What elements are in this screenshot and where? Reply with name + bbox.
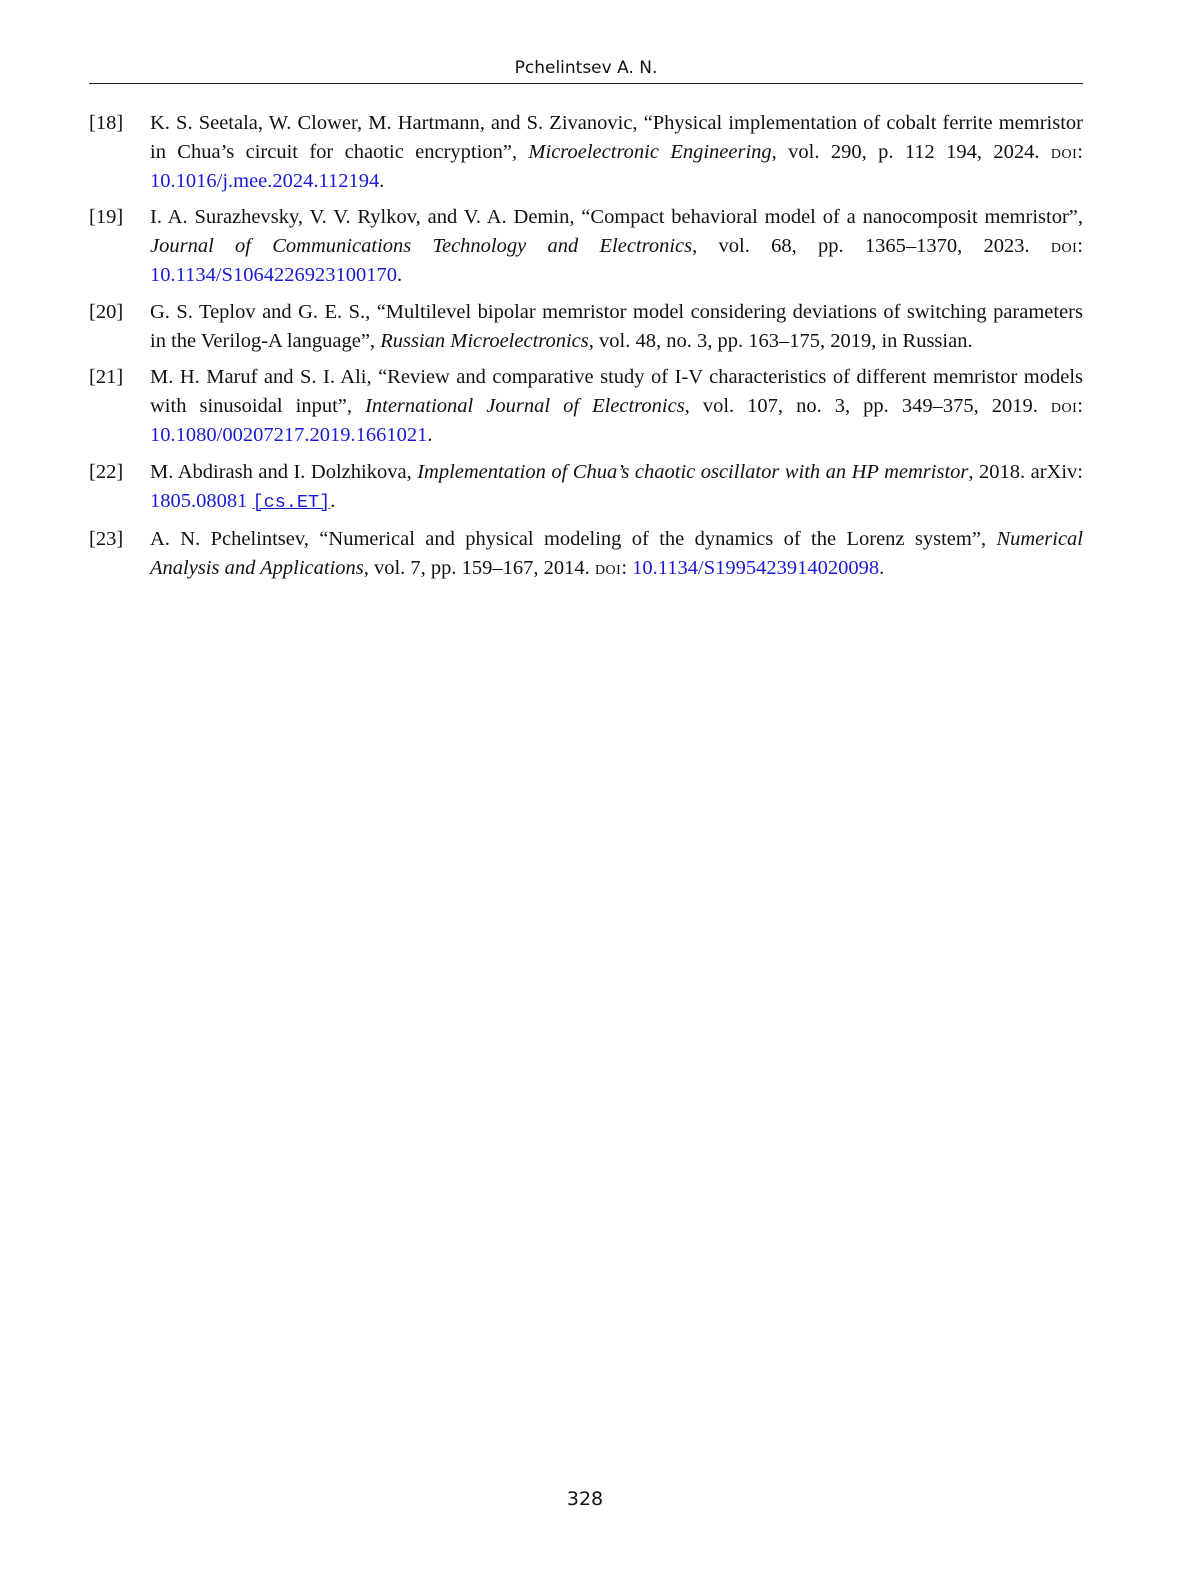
reference-number: [22] <box>89 460 124 483</box>
reference-details: , vol. 290, p. 112 194, 2024. <box>771 140 1051 163</box>
reference-details: , vol. 48, no. 3, pp. 163–175, 2019, in Russian. <box>588 329 973 352</box>
reference-authors-title: A. N. Pchelintsev, “Numerical and physical modeling of the dynamics of the Lorenz system”, <box>150 528 997 551</box>
reference-details: , vol. 7, pp. 159–167, 2014. <box>363 557 595 580</box>
doi-link[interactable]: 10.1016/j.mee.2024.112194 <box>150 169 380 192</box>
reference-item-23 <box>89 525 1083 583</box>
reference-number: [19] <box>89 206 124 229</box>
reference-authors-title: M. Abdirash and I. Dolzhikova, <box>150 460 418 483</box>
reference-authors-title: G. S. Teplov and G. E. S., “Multilevel bipolar memristor model considering deviations of switching parameters in the Verilog-A language”, <box>150 300 1083 352</box>
doi-link[interactable]: 10.1080/00207217.2019.1661021 <box>150 423 428 446</box>
reference-number: [20] <box>89 300 124 323</box>
reference-text: M. Abdirash and I. Dolzhikova, Implementation of Chua’s chaotic oscillator with an HP memristor, 2018. arXiv: 1805.08081 [cs.ET]. <box>150 460 1083 513</box>
reference-item-20 <box>89 298 1083 356</box>
reference-venue: Implementation of Chua’s chaotic oscillator with an HP memristor <box>417 460 969 483</box>
reference-authors-title: M. H. Maruf and S. I. Ali, “Review and comparative study of I-V characteristics of different memristor models with sinusoidal input”, <box>150 366 1083 418</box>
reference-details: , 2018. arXiv: <box>968 460 1083 483</box>
reference-venue: Journal of Communications Technology and Electronics <box>150 235 693 258</box>
reference-venue: International Journal of Electronics <box>365 395 685 418</box>
reference-number: [23] <box>89 528 124 551</box>
doi-label: doi <box>1050 235 1078 258</box>
reference-authors-title: K. S. Seetala, W. Clower, M. Hartmann, and S. Zivanovic, “Physical implementation of cobalt ferrite memristor in Chua’s circuit for chaotic encryption”, <box>150 112 1083 163</box>
reference-details: , vol. 68, pp. 1365–1370, 2023. <box>692 235 1051 258</box>
reference-item-22 <box>89 458 1083 518</box>
arxiv-class-link[interactable]: [cs.ET] <box>252 491 331 513</box>
reference-venue: Numerical Analysis and Applications <box>150 528 1083 580</box>
header-rule <box>89 83 1083 84</box>
reference-text: I. A. Surazhevsky, V. V. Rylkov, and V. A. Demin, “Compact behavioral model of a nanocomposit memristor”, Journal of Communications Technology and Electronics, vol. 68, pp. 1365–1370, 2023. doi: 10.1134/S1064226923100170. <box>150 206 1083 286</box>
doi-label: doi <box>1050 140 1078 163</box>
reference-number: [21] <box>89 366 124 389</box>
reference-authors-title: I. A. Surazhevsky, V. V. Rylkov, and V. A. Demin, “Compact behavioral model of a nanocomposit memristor”, <box>150 206 1083 229</box>
page-number: 328 <box>566 1488 604 1510</box>
reference-venue: Russian Microelectronics <box>380 329 589 352</box>
doi-link[interactable]: 10.1134/S1995423914020098 <box>632 557 880 580</box>
reference-number: [18] <box>89 112 124 134</box>
reference-item-18 <box>89 109 1083 195</box>
reference-details: , vol. 107, no. 3, pp. 349–375, 2019. <box>684 395 1051 418</box>
reference-text: M. H. Maruf and S. I. Ali, “Review and comparative study of I-V characteristics of different memristor models with sinusoidal input”, International Journal of Electronics, vol. 107, no. 3, pp. 349–375, 2019. doi: 10.1080/00207217.2019.1661021. <box>150 366 1083 446</box>
arxiv-link[interactable]: 1805.08081 <box>150 489 248 512</box>
doi-label: doi <box>1050 395 1078 418</box>
reference-item-19 <box>89 203 1083 289</box>
running-head: Pchelintsev A. N. <box>514 58 658 78</box>
reference-text <box>150 298 1083 356</box>
doi-label: doi <box>594 557 622 580</box>
reference-item-21 <box>89 363 1083 449</box>
reference-venue: Microelectronic Engineering <box>528 140 772 163</box>
doi-link[interactable]: 10.1134/S1064226923100170 <box>150 263 397 286</box>
reference-text: K. S. Seetala, W. Clower, M. Hartmann, and S. Zivanovic, “Physical implementation of cobalt ferrite memristor in Chua’s circuit for chaotic encryption”, Microelectronic Engineering, vol. 290, p. 112 194, 2024. doi: 10.1016/j.mee.2024.112194. <box>150 112 1083 192</box>
reference-text: A. N. Pchelintsev, “Numerical and physical modeling of the dynamics of the Lorenz system”, Numerical Analysis and Applications, vol. 7, pp. 159–167, 2014. doi: 10.1134/S1995423914020098. <box>150 528 1083 580</box>
reference-list <box>89 109 1083 591</box>
